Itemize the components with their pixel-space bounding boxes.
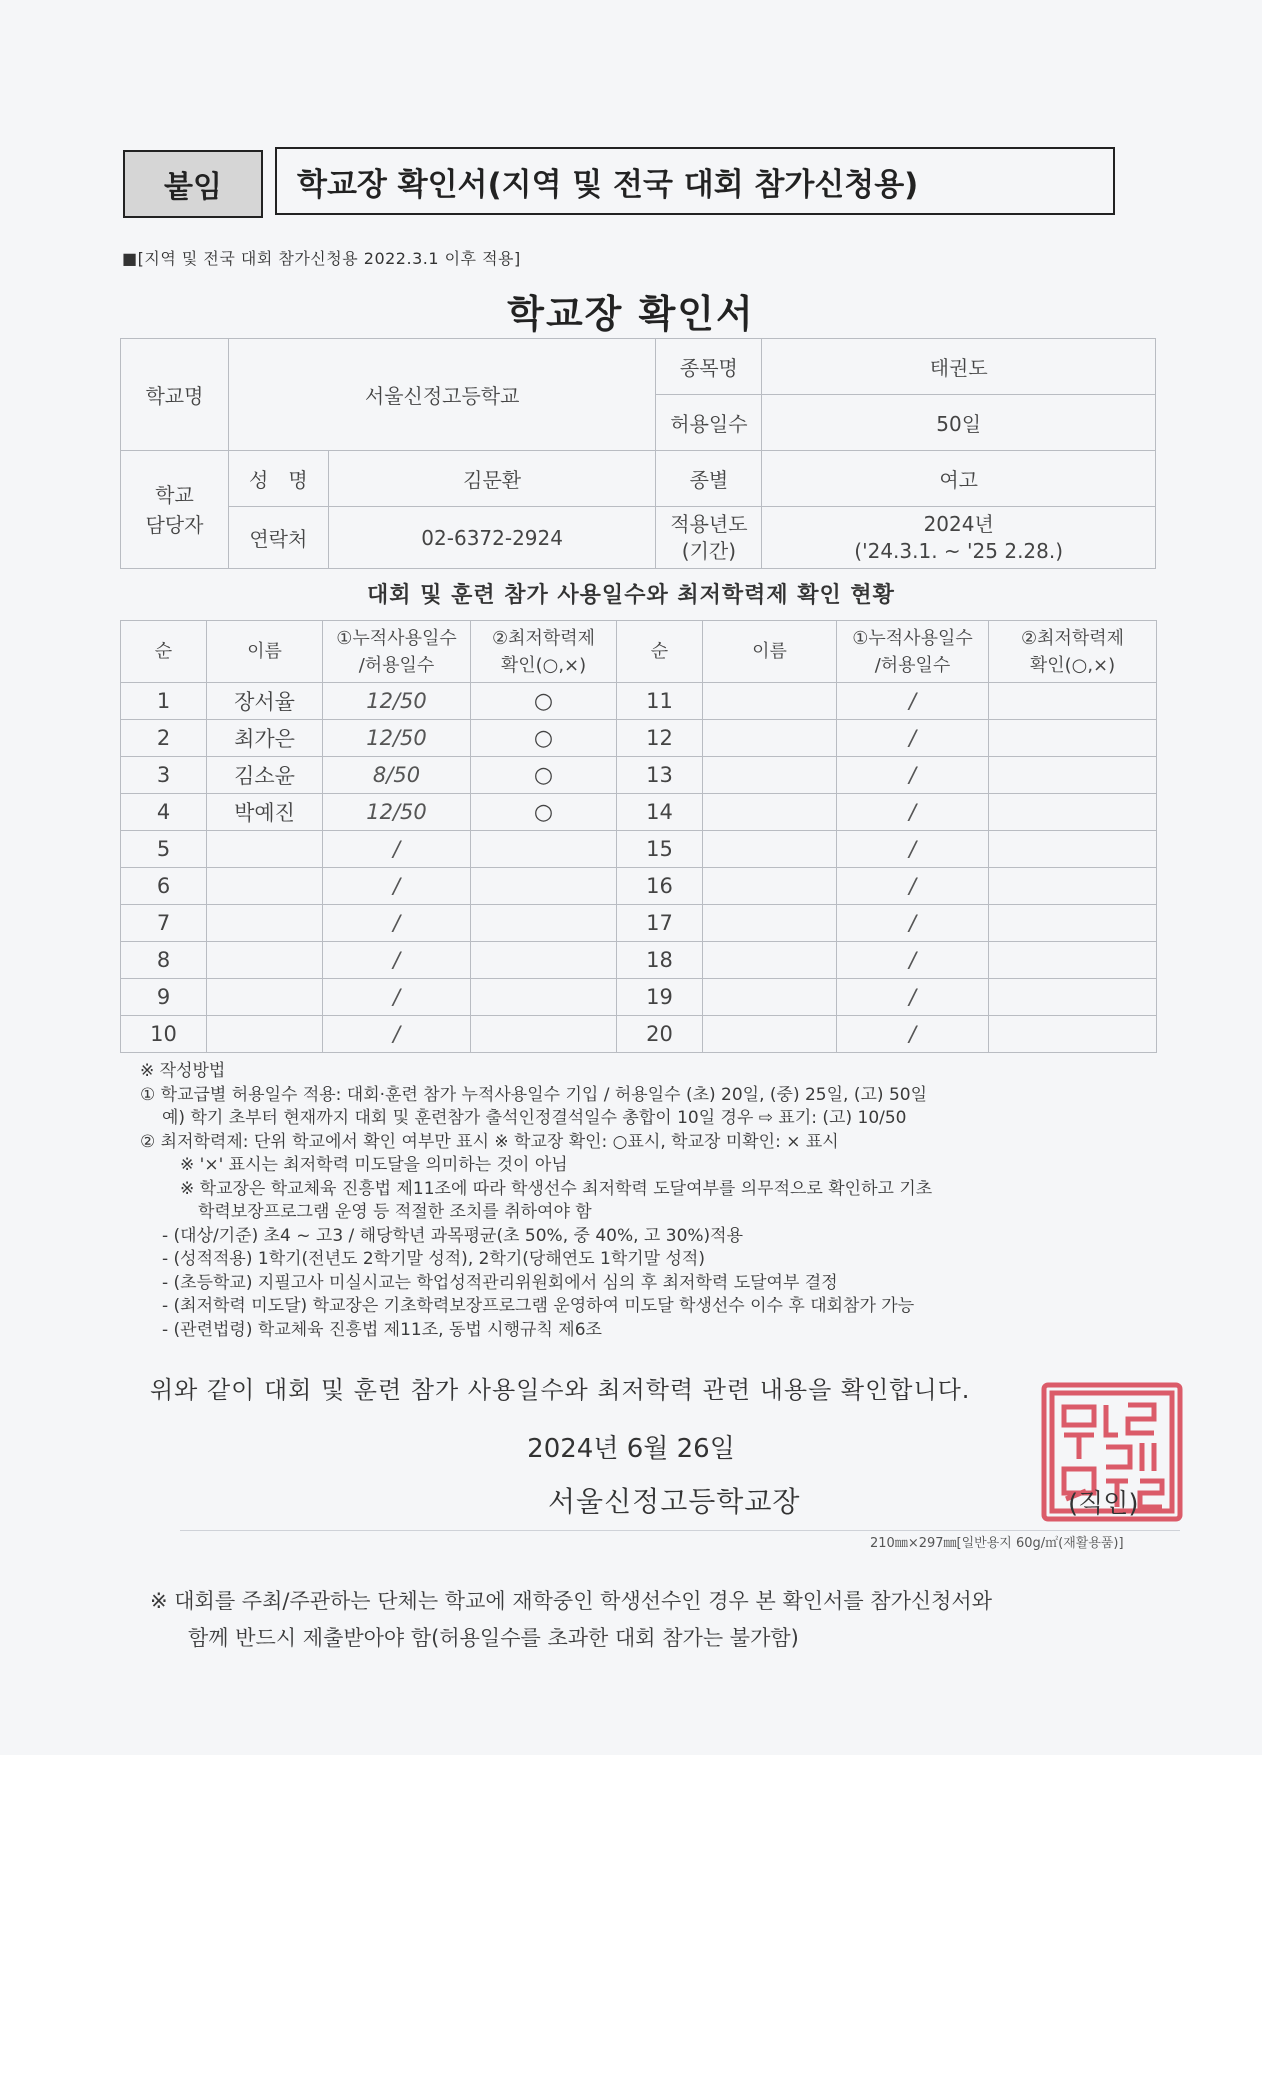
athlete-days-cell: / [837, 831, 989, 868]
athlete-num-cell: 16 [617, 868, 703, 905]
instructions-heading: ※ 작성방법 [140, 1061, 226, 1081]
athlete-num-cell: 14 [617, 794, 703, 831]
athlete-roster-table [120, 620, 1157, 1053]
instruction-line: - (초등학교) 지필고사 미실시교는 학업성적관리위원회에서 심의 후 최저학력 도달여부 결정 [162, 1272, 838, 1293]
athlete-num-cell: 15 [617, 831, 703, 868]
athlete-name-cell [703, 942, 837, 979]
athlete-days-cell: / [323, 905, 471, 942]
athlete-name-cell [703, 757, 837, 794]
instruction-line: ② 최저학력제: 단위 학교에서 확인 여부만 표시 ※ 학교장 확인: ○표시, 학교장 미확인: × 표시 [140, 1131, 839, 1152]
athlete-num-cell: 19 [617, 979, 703, 1016]
athlete-num-cell: 18 [617, 942, 703, 979]
athlete-check-cell [989, 942, 1157, 979]
instruction-line: - (성적적용) 1학기(전년도 2학기말 성적), 2학기(당해연도 1학기말 성적) [162, 1249, 705, 1269]
athlete-days-cell: 12/50 [323, 683, 471, 720]
instructions [140, 1060, 1160, 1342]
header-name: 이름 [703, 621, 837, 683]
athlete-days-cell: 12/50 [323, 720, 471, 757]
table-row [121, 905, 1157, 942]
athlete-name-cell [207, 942, 323, 979]
athlete-num-cell: 12 [617, 720, 703, 757]
athlete-name-cell [703, 868, 837, 905]
athlete-num-cell: 2 [121, 720, 207, 757]
athlete-days-cell: / [837, 794, 989, 831]
athlete-days-cell: / [837, 757, 989, 794]
athlete-name-cell: 장서율 [207, 683, 323, 720]
athlete-check-cell: ○ [471, 720, 617, 757]
athlete-num-cell: 13 [617, 757, 703, 794]
status-section-title: 대회 및 훈련 참가 사용일수와 최저학력제 확인 현황 [367, 583, 895, 608]
athlete-check-cell [471, 942, 617, 979]
header-num: 순 [617, 621, 703, 683]
athlete-check-cell [989, 905, 1157, 942]
athlete-check-cell [471, 1016, 617, 1053]
athlete-name-cell [207, 905, 323, 942]
header-check: ②최저학력제 확인(○,×) [471, 621, 617, 683]
athlete-days-cell: / [323, 942, 471, 979]
contact-label: 연락처 [228, 507, 328, 569]
athlete-days-cell: / [837, 720, 989, 757]
divider [180, 1530, 1180, 1531]
principal-title: 서울신정고등학교장 [548, 1485, 801, 1518]
athlete-days-cell: / [323, 1016, 471, 1053]
table-row [121, 942, 1157, 979]
athlete-name-cell [207, 868, 323, 905]
table-row [121, 794, 1157, 831]
table-row [121, 868, 1157, 905]
athlete-days-cell: / [837, 942, 989, 979]
allowed-days-label: 허용일수 [656, 395, 762, 451]
athlete-num-cell: 9 [121, 979, 207, 1016]
footnote-line: ※ 대회를 주최/주관하는 단체는 학교에 재학중인 학생선수인 경우 본 확인서를 참가신청서와 [150, 1589, 993, 1613]
manager-name-value: 김문환 [328, 451, 656, 507]
athlete-num-cell: 17 [617, 905, 703, 942]
athlete-num-cell: 11 [617, 683, 703, 720]
footnote-line: 함께 반드시 제출받아야 함(허용일수를 초과한 대회 참가는 불가함) [188, 1626, 799, 1650]
instruction-line: - (대상/기준) 초4 ~ 고3 / 해당학년 과목평균(초 50%, 중 40%, 고 30%)적용 [162, 1225, 744, 1246]
athlete-check-cell: ○ [471, 757, 617, 794]
table-row [121, 831, 1157, 868]
header-days: ①누적사용일수 /허용일수 [323, 621, 471, 683]
athlete-check-cell [471, 868, 617, 905]
athlete-check-cell: ○ [471, 794, 617, 831]
athlete-check-cell [989, 683, 1157, 720]
instruction-line: - (최저학력 미도달) 학교장은 기초학력보장프로그램 운영하여 미도달 학생선수 이수 후 대회참가 가능 [162, 1296, 915, 1316]
allowed-days-value: 50일 [762, 395, 1156, 451]
instruction-line: - (관련법령) 학교체육 진흥법 제11조, 동법 시행규칙 제6조 [162, 1319, 602, 1340]
athlete-name-cell [703, 979, 837, 1016]
applicability-note: ■[지역 및 전국 대회 참가신청용 2022.3.1 이후 적용] [122, 249, 521, 268]
athlete-num-cell: 4 [121, 794, 207, 831]
athlete-check-cell [989, 979, 1157, 1016]
athlete-days-cell: / [837, 868, 989, 905]
athlete-name-cell [207, 1016, 323, 1053]
category-value: 여고 [762, 451, 1156, 507]
athlete-num-cell: 20 [617, 1016, 703, 1053]
year-value: 2024년 ('24.3.1. ~ '25 2.28.) [762, 507, 1156, 569]
athlete-num-cell: 7 [121, 905, 207, 942]
document-title: 학교장 확인서 [507, 292, 755, 336]
athlete-check-cell [989, 794, 1157, 831]
athlete-check-cell [989, 831, 1157, 868]
header-num: 순 [121, 621, 207, 683]
instruction-line: ※ 학교장은 학교체육 진흥법 제11조에 따라 학생선수 최저학력 도달여부를 의무적으로 확인하고 기초 [180, 1178, 933, 1199]
year-label: 적용년도 (기간) [656, 507, 762, 569]
athlete-name-cell [703, 905, 837, 942]
contact-value: 02-6372-2924 [328, 507, 656, 569]
athlete-num-cell: 5 [121, 831, 207, 868]
athlete-name-cell: 박예진 [207, 794, 323, 831]
table-row [121, 720, 1157, 757]
manager-name-label: 성 명 [228, 451, 328, 507]
athlete-name-cell [703, 831, 837, 868]
athlete-days-cell: 12/50 [323, 794, 471, 831]
athlete-days-cell: / [837, 1016, 989, 1053]
athlete-days-cell: / [323, 868, 471, 905]
athlete-name-cell [703, 794, 837, 831]
table-row [121, 683, 1157, 720]
header-name: 이름 [207, 621, 323, 683]
athlete-days-cell: / [837, 979, 989, 1016]
athlete-check-cell [989, 868, 1157, 905]
athlete-name-cell [207, 979, 323, 1016]
table-row [121, 979, 1157, 1016]
instruction-line: ※ '×' 표시는 최저학력 미도달을 의미하는 것이 아님 [180, 1155, 568, 1175]
athlete-name-cell: 최가은 [207, 720, 323, 757]
category-label: 종별 [656, 451, 762, 507]
athlete-name-cell [703, 1016, 837, 1053]
athlete-name-cell [703, 683, 837, 720]
school-name-value: 서울신정고등학교 [228, 339, 656, 451]
athlete-check-cell [989, 720, 1157, 757]
confirmation-statement: 위와 같이 대회 및 훈련 참가 사용일수와 최저학력 관련 내용을 확인합니다. [150, 1376, 971, 1404]
header-days: ①누적사용일수 /허용일수 [837, 621, 989, 683]
athlete-days-cell: / [837, 905, 989, 942]
seal-mark-label: (직인) [1068, 1489, 1139, 1519]
athlete-name-cell [207, 831, 323, 868]
table-row [121, 757, 1157, 794]
athlete-check-cell [471, 979, 617, 1016]
athlete-days-cell: / [323, 831, 471, 868]
athlete-check-cell [989, 757, 1157, 794]
athlete-days-cell: / [323, 979, 471, 1016]
header-check: ②최저학력제 확인(○,×) [989, 621, 1157, 683]
instruction-line: 학력보장프로그램 운영 등 적절한 조치를 취하여야 함 [198, 1202, 592, 1222]
paper-spec: 210㎜×297㎜[일반용지 60g/㎡(재활용품)] [870, 1536, 1124, 1551]
athlete-check-cell [471, 905, 617, 942]
event-label: 종목명 [656, 339, 762, 395]
athlete-num-cell: 6 [121, 868, 207, 905]
issue-date: 2024년 6월 26일 [527, 1434, 735, 1464]
table-row [121, 1016, 1157, 1053]
athlete-days-cell: / [837, 683, 989, 720]
athlete-name-cell: 김소윤 [207, 757, 323, 794]
athlete-name-cell [703, 720, 837, 757]
event-value: 태권도 [762, 339, 1156, 395]
manager-label: 학교 담당자 [121, 451, 229, 569]
athlete-num-cell: 3 [121, 757, 207, 794]
athlete-days-cell: 8/50 [323, 757, 471, 794]
athlete-num-cell: 1 [121, 683, 207, 720]
athlete-num-cell: 8 [121, 942, 207, 979]
attachment-tag: 붙임 [123, 150, 263, 218]
instruction-line: ① 학교급별 허용일수 적용: 대회·훈련 참가 누적사용일수 기입 / 허용일수 (초) 20일, (중) 25일, (고) 50일 [140, 1084, 928, 1105]
athlete-check-cell [989, 1016, 1157, 1053]
school-name-label: 학교명 [121, 339, 229, 451]
form-title: 학교장 확인서(지역 및 전국 대회 참가신청용) [275, 147, 1115, 215]
athlete-check-cell: ○ [471, 683, 617, 720]
school-info-table [120, 338, 1156, 569]
instruction-line: 예) 학기 초부터 현재까지 대회 및 훈련참가 출석인정결석일수 총합이 10일 경우 ⇨ 표기: (고) 10/50 [162, 1108, 907, 1128]
submission-footnote [150, 1583, 1150, 1657]
athlete-check-cell [471, 831, 617, 868]
athlete-num-cell: 10 [121, 1016, 207, 1053]
